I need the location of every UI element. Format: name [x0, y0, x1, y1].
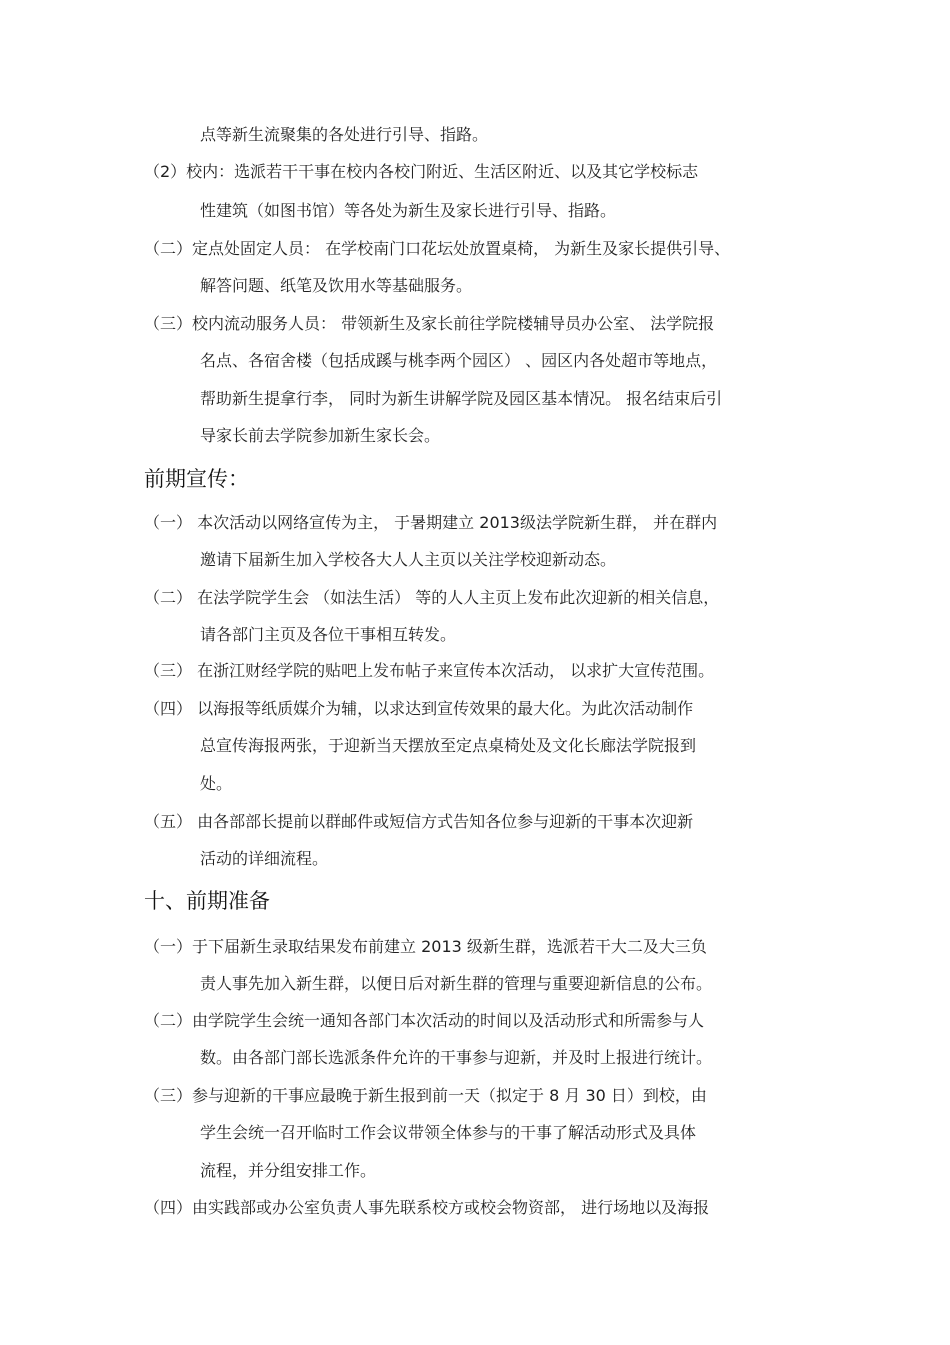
text-line: （三） 在浙江财经学院的贴吧上发布帖子来宣传本次活动， 以求扩大宣传范围。 [144, 661, 715, 680]
text-line: 导家长前去学院参加新生家长会。 [200, 426, 441, 445]
text-line: （2）校内：选派若干干事在校内各校门附近、生活区附近、以及其它学校标志 [144, 162, 699, 181]
text-line: 请各部门主页及各位干事相互转发。 [200, 625, 457, 644]
text-line: 流程，并分组安排工作。 [200, 1161, 377, 1180]
text-line: （一）于下届新生录取结果发布前建立 2013 级新生群，选派若干大二及大三负 [144, 937, 707, 956]
text-line: 总宣传海报两张，于迎新当天摆放至定点桌椅处及文化长廊法学院报到 [200, 736, 697, 755]
text-line: 处。 [200, 774, 233, 793]
text-line: （三）参与迎新的干事应最晚于新生报到前一天（拟定于 8 月 30 日）到校，由 [144, 1086, 707, 1105]
text-line: 数。由各部门部长选派条件允许的干事参与迎新，并及时上报进行统计。 [200, 1048, 713, 1067]
section-heading: 十、前期准备 [144, 889, 270, 913]
text-line: （一） 本次活动以网络宣传为主， 于暑期建立 2013级法学院新生群， 并在群内 [144, 513, 718, 532]
text-line: （二）由学院学生会统一通知各部门本次活动的时间以及活动形式和所需参与人 [144, 1011, 705, 1030]
text-line: （二）定点处固定人员： 在学校南门口花坛处放置桌椅， 为新生及家长提供引导、 [144, 239, 731, 258]
text-line: 名点、各宿舍楼（包括成蹊与桃李两个园区） 、园区内各处超市等地点， [200, 351, 718, 370]
text-line: 点等新生流聚集的各处进行引导、指路。 [200, 125, 489, 144]
text-line: （三）校内流动服务人员： 带领新生及家长前往学院楼辅导员办公室、 法学院报 [144, 314, 715, 333]
text-line: 邀请下届新生加入学校各大人人主页以关注学校迎新动态。 [200, 550, 617, 569]
text-line: （四）由实践部或办公室负责人事先联系校方或校会物资部， 进行场地以及海报 [144, 1198, 710, 1217]
text-line: 帮助新生提拿行李， 同时为新生讲解学院及园区基本情况。 报名结束后引 [200, 389, 723, 408]
text-line: （二） 在法学院学生会 （如法生活） 等的人人主页上发布此次迎新的相关信息， [144, 588, 720, 607]
text-line: （五） 由各部部长提前以群邮件或短信方式告知各位参与迎新的干事本次迎新 [144, 812, 694, 831]
text-line: 责人事先加入新生群，以便日后对新生群的管理与重要迎新信息的公布。 [200, 974, 713, 993]
text-line: 学生会统一召开临时工作会议带领全体参与的干事了解活动形式及具体 [200, 1123, 697, 1142]
text-line: （四） 以海报等纸质媒介为辅，以求达到宣传效果的最大化。为此次活动制作 [144, 699, 694, 718]
section-heading: 前期宣传： [144, 467, 249, 491]
text-line: 活动的详细流程。 [200, 849, 329, 868]
text-line: 性建筑（如图书馆）等各处为新生及家长进行引导、指路。 [200, 201, 617, 220]
text-line: 解答问题、纸笔及饮用水等基础服务。 [200, 276, 473, 295]
